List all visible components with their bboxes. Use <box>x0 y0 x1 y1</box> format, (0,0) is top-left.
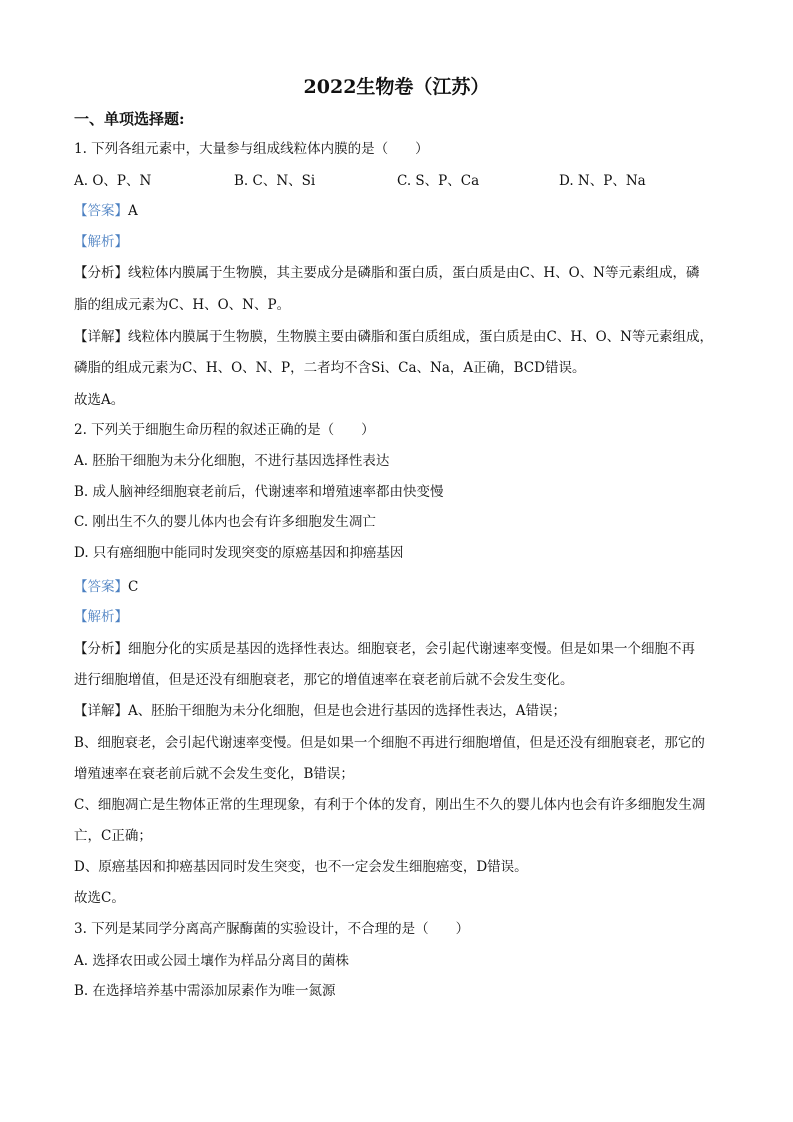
q1-option-d: D. N、P、Na <box>559 173 646 189</box>
answer-label: 【答案】 <box>74 579 128 595</box>
q2-option-b: B. 成人脑神经细胞衰老前后，代谢速率和增殖速率都由快变慢 <box>74 484 444 500</box>
q2-fenxi-line: 【分析】细胞分化的实质是基因的选择性表达。细胞衰老，会引起代谢速率变慢。但是如果一个细胞不再 <box>74 641 695 657</box>
q2-xiangjie-line: D、原癌基因和抑癌基因同时发生突变，也不一定会发生细胞癌变，D错误。 <box>74 859 528 875</box>
analysis-label: 【解析】 <box>74 234 128 250</box>
q2-xiangjie-line: C、细胞凋亡是生物体正常的生理现象，有利于个体的发育，刚出生不久的婴儿体内也会有许多细胞发生凋 <box>74 797 706 813</box>
q3-stem: 3. 下列是某同学分离高产脲酶菌的实验设计，不合理的是（ ） <box>74 921 470 937</box>
q1-option-b: B. C、N、Si <box>234 173 316 189</box>
answer-label: 【答案】 <box>74 203 128 219</box>
q3-option-a: A. 选择农田或公园土壤作为样品分离目的菌株 <box>74 953 349 969</box>
q2-conclusion: 故选C。 <box>74 890 125 906</box>
q1-conclusion: 故选A。 <box>74 392 125 408</box>
q2-answer <box>74 578 138 596</box>
q1-stem: 1. 下列各组元素中，大量参与组成线粒体内膜的是（ ） <box>74 141 429 157</box>
q2-xiangjie-line: B、细胞衰老，会引起代谢速率变慢。但是如果一个细胞不再进行细胞增值，但是还没有细胞衰老，那它的 <box>74 735 705 751</box>
analysis-label: 【解析】 <box>74 609 128 625</box>
q1-option-a: A. O、P、N <box>74 173 152 189</box>
q2-fenxi-line: 进行细胞增值，但是还没有细胞衰老，那它的增值速率在衰老前后就不会发生变化。 <box>74 672 574 688</box>
q2-option-c: C. 刚出生不久的婴儿体内也会有许多细胞发生凋亡 <box>74 514 376 530</box>
q2-option-a: A. 胚胎干细胞为未分化细胞，不进行基因选择性表达 <box>74 453 390 469</box>
q2-xiangjie-line: 增殖速率在衰老前后就不会发生变化，B错误； <box>74 766 354 782</box>
section-heading: 一、单项选择题: <box>74 110 185 128</box>
q2-answer-value: C <box>128 579 139 595</box>
q1-xiangjie-line: 磷脂的组成元素为C、H、O、N、P，二者均不含Si、Ca、Na，A正确，BCD错误。 <box>74 360 586 376</box>
q3-option-b: B. 在选择培养基中需添加尿素作为唯一氮源 <box>74 983 336 999</box>
page-title: 2022生物卷（江苏） <box>303 76 490 98</box>
q2-xiangjie-line: 【详解】A、胚胎干细胞为未分化细胞，但是也会进行基因的选择性表达，A错误； <box>74 703 566 719</box>
q1-fenxi-line: 【分析】线粒体内膜属于生物膜，其主要成分是磷脂和蛋白质，蛋白质是由C、H、O、N等元素组成，磷 <box>74 265 700 281</box>
q2-stem: 2. 下列关于细胞生命历程的叙述正确的是（ ） <box>74 422 375 438</box>
q1-fenxi-line: 脂的组成元素为C、H、O、N、P。 <box>74 297 291 313</box>
q1-xiangjie-line: 【详解】线粒体内膜属于生物膜，生物膜主要由磷脂和蛋白质组成，蛋白质是由C、H、O、N等元素组成， <box>74 329 713 345</box>
q1-answer <box>74 202 138 220</box>
q1-answer-value: A <box>128 203 138 219</box>
q2-option-d: D. 只有癌细胞中能同时发现突变的原癌基因和抑癌基因 <box>74 545 404 561</box>
q2-xiangjie-line: 亡，C正确； <box>74 828 152 844</box>
q1-option-c: C. S、P、Ca <box>397 173 480 189</box>
